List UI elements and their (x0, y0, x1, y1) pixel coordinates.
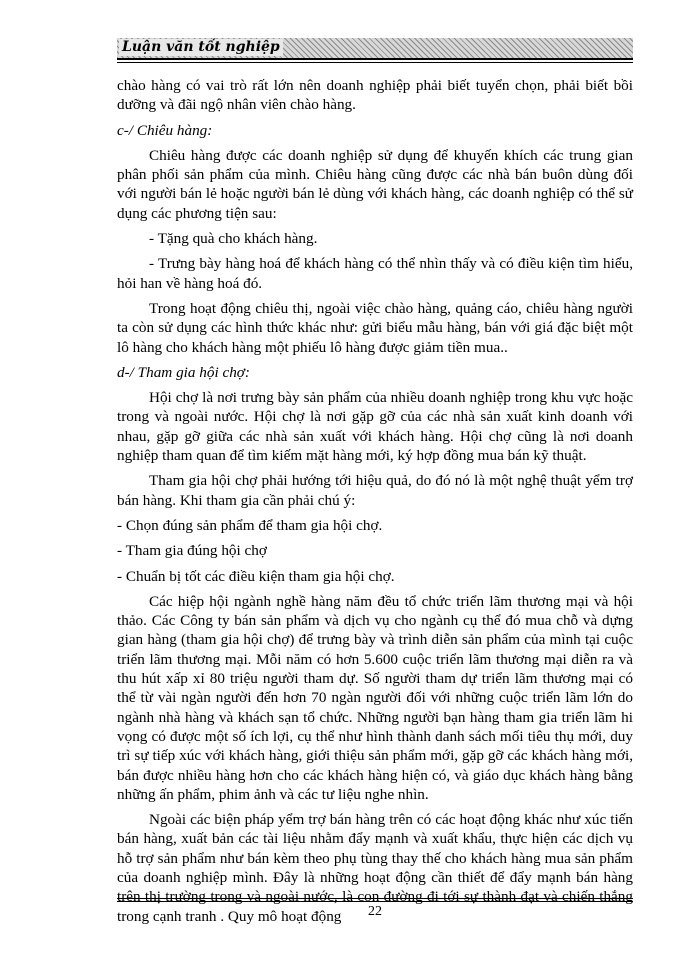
paragraph: Tham gia hội chợ phải hướng tới hiệu quả, do đó nó là một nghệ thuật yểm trợ bán hàng. Khi tham gia cần phải chú ý: (117, 472, 633, 509)
header-bar (117, 38, 633, 60)
paragraph: Ngoài các biện pháp yểm trợ bán hàng trên có các hoạt động khác như xúc tiến bán hàng, xuất bản các tài liệu nhằm đẩy mạnh và xuất khẩu, thực hiện các dịch vụ hỗ trợ sản phẩm như bán kèm theo phụ tùng thay thế cho khách hàng mua sản phẩm của doanh nghiệp mình. Đây là những hoạt động cần thiết để đẩy mạnh bán hàng trên thị trường trong và ngoài nước, là con đường đi tới sự thành đạt và chiến thắng trong cạnh tranh . Quy mô hoạt động (117, 811, 633, 925)
footer-rule (117, 901, 633, 902)
paragraph: Trong hoạt động chiêu thị, ngoài việc chào hàng, quảng cáo, chiêu hàng người ta còn sử dụng các hình thức khác như: gửi biểu mẫu hàng, bán với giá đặc biệt một lô hàng cho khách hàng một phiếu lô hàng được giảm tiền mua.. (117, 299, 633, 356)
section-heading-tham-gia-hoi-cho: d-/ Tham gia hội chợ: (117, 363, 250, 381)
paragraph: Chiêu hàng được các doanh nghiệp sử dụng để khuyến khích các trung gian phân phối sản phẩm của mình. Chiêu hàng cũng được các nhà bán buôn dùng đối với người bán lẻ hoặc người bán lẻ dùng với khách hàng, các doanh nghiệp có thể sử dụng các phương tiện sau: (117, 146, 633, 222)
paragraph: Các hiệp hội ngành nghề hàng năm đều tổ chức triển lãm thương mại và hội thảo. Các Công ty bán sản phẩm và dịch vụ cho ngành cụ thể đó mua chỗ và dựng gian hàng (tham gia hội chợ) để trưng bày và trình diễn sản phẩm của mình tại cuộc triển lãm thương mại. Mỗi năm có hơn 5.600 cuộc triển lãm thương mại diễn ra và thu hút xấp xỉ 80 triệu người tham dự. Số người tham dự triển lãm thương mại có thể từ vài ngàn người đến hơn 70 ngàn người đối với những cuộc triển lãm lớn do ngành nhà hàng và khách sạn tổ chức. Những người bạn hàng tham gia triển lãm hi vọng có được một số ích lợi, cụ thể như hình thành danh sách mối tiêu thụ mới, duy trì sự tiếp xúc với khách hàng, giới thiệu sản phẩm mới, gặp gỡ các khách hàng mới, bán được nhiều hàng hơn cho các khách hàng hiện có, và giáo dục khách hàng bằng những ấn phẩm, phim ảnh và các tư liệu nghe nhìn. (117, 592, 633, 803)
footer-rule (117, 898, 633, 899)
bullet-item: - Tặng quà cho khách hàng. (149, 230, 318, 248)
bullet-item: - Tham gia đúng hội chợ (117, 542, 267, 560)
header-title: Luận văn tốt nghiệp (119, 39, 283, 56)
paragraph: chào hàng có vai trò rất lớn nên doanh nghiệp phải biết tuyển chọn, phải biết bồi dưỡng và đãi ngộ nhân viên chào hàng. (117, 77, 633, 114)
bullet-item: - Chọn đúng sản phẩm để tham gia hội chợ. (117, 516, 383, 534)
bullet-item: - Chuẩn bị tốt các điều kiện tham gia hội chợ. (117, 567, 395, 585)
section-heading-chieu-hang: c-/ Chiêu hàng: (117, 121, 213, 139)
body-text (117, 76, 633, 932)
page-number: 22 (368, 904, 382, 919)
paragraph: Hội chợ là nơi trưng bày sản phẩm của nhiều doanh nghiệp trong khu vực hoặc trong và ngoài nước. Hội chợ là nơi gặp gỡ của các nhà sản xuất kinh doanh với nhau, gặp gỡ giữa các nhà sản xuất với khách hàng. Hội chợ cũng là nơi doanh nghiệp tham quan để tìm kiếm mặt hàng mới, ký hợp đồng mua bán kỹ thuật. (117, 389, 633, 465)
bullet-item: - Trưng bày hàng hoá để khách hàng có thể nhìn thấy và có điều kiện tìm hiểu, hỏi han về hàng hoá đó. (117, 255, 633, 292)
header-rule (117, 62, 633, 63)
